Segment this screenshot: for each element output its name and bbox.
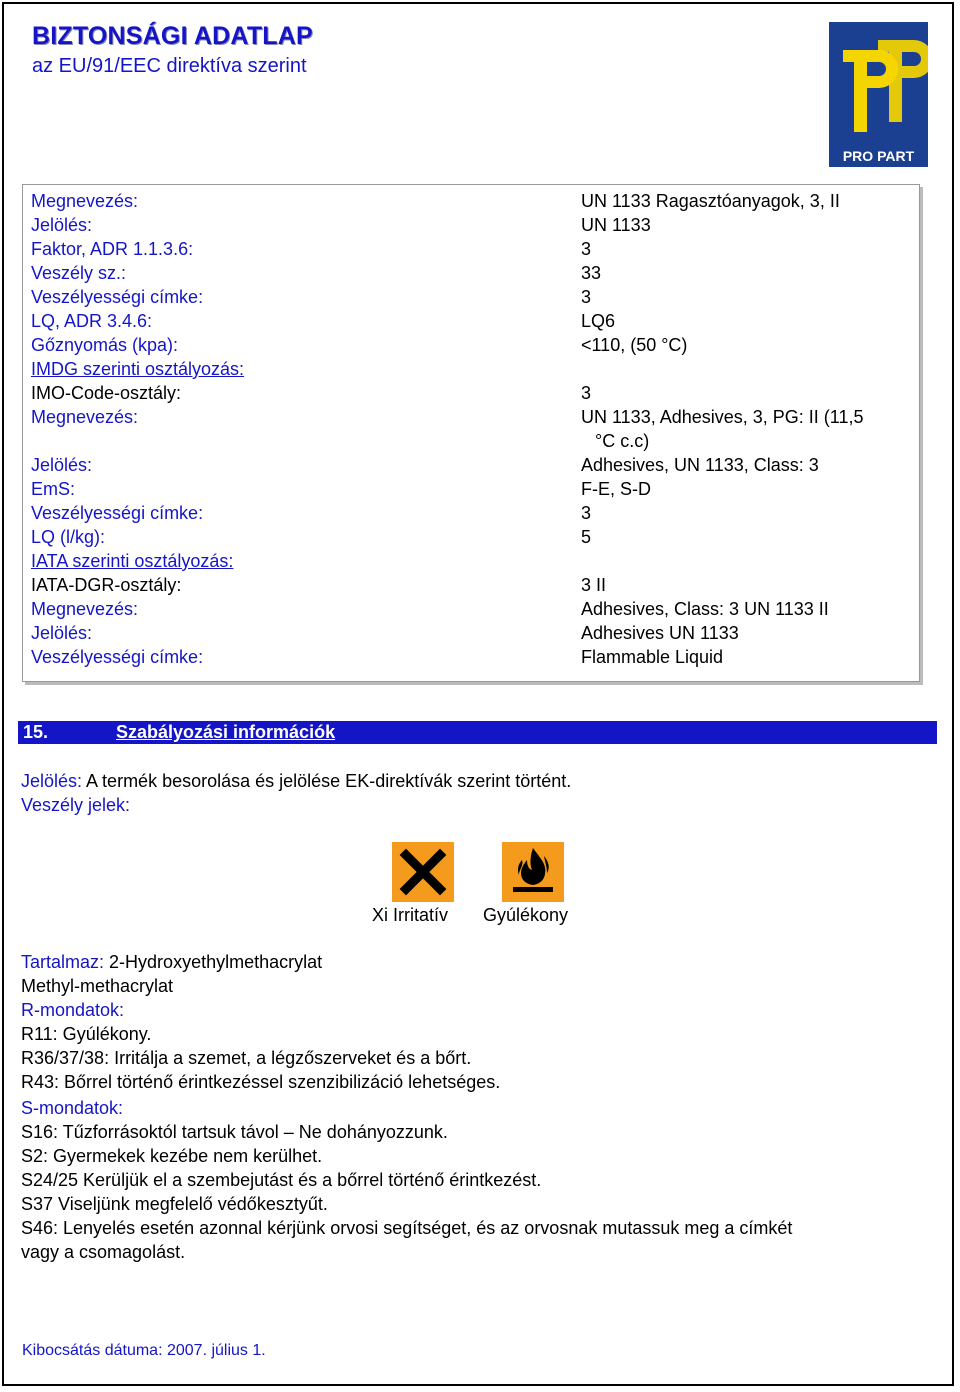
s-phrase-item: S37 Viseljünk megfelelő védőkesztyűt. [21,1194,328,1214]
transport-row [31,645,931,669]
transport-row-value: <110, (50 °C) [581,335,688,355]
transport-row-value: 3 [581,503,592,523]
s-phrase-item: S46: Lenyelés esetén azonnal kérjünk orvosi segítséget, és az orvosnak mutassuk meg a címkét [21,1218,793,1238]
r-phrase-item: R36/37/38: Irritálja a szemet, a légzőszerveket és a bőrt. [21,1048,472,1068]
transport-row-value: UN 1133 [581,215,651,235]
s-phrase-item: S2: Gyermekek kezébe nem kerülhet. [21,1146,323,1166]
transport-row-label: LQ (l/kg): [31,527,106,547]
hazard-symbols-label: Veszély jelek: [21,795,131,815]
transport-row-label: IATA szerinti osztályozás: [31,551,234,571]
transport-row [31,381,931,405]
transport-row-label: Gőznyomás (kpa): [31,335,179,355]
transport-row-value: 33 [581,263,602,283]
document-subtitle: az EU/91/EEC direktíva szerint [32,55,307,77]
transport-row-label: IMDG szerinti osztályozás: [31,359,245,379]
r-phrases-label: R-mondatok: [21,1000,125,1020]
transport-row-value: 3 [581,239,592,259]
company-logo [829,22,928,167]
transport-row [31,573,931,597]
transport-row-value: LQ6 [581,311,616,331]
transport-row [31,213,931,237]
s-phrase-item: S16: Tűzforrásoktól tartsuk távol – Ne dohányozzunk. [21,1122,448,1142]
transport-row-label: Megnevezés: [31,407,139,427]
transport-row-value: 3 II [581,575,607,595]
transport-row [31,357,931,381]
logo-brand-text: PRO PART [842,148,915,164]
transport-row [31,189,931,213]
transport-row-label: Veszélyességi címke: [31,503,204,523]
transport-row-value: UN 1133 Ragasztóanyagok, 3, II [581,191,840,211]
transport-row-value: °C c.c) [595,431,650,451]
transport-row-label: LQ, ADR 3.4.6: [31,311,153,331]
section-title: Szabályozási információk [116,722,336,742]
s-phrase-item: vagy a csomagolást. [21,1242,186,1262]
hazard-caption-flammable: Gyúlékony [483,905,569,925]
transport-row-label: Jelölés: [31,623,93,643]
transport-row-value: 5 [581,527,592,547]
labeling-statement [21,769,571,793]
transport-row-label: Veszély sz.: [31,263,127,283]
transport-row-value: F-E, S-D [581,479,651,499]
transport-row [31,501,931,525]
transport-row-value: Flammable Liquid [581,647,724,667]
transport-row-label: Faktor, ADR 1.1.3.6: [31,239,194,259]
transport-row [31,621,931,645]
contains-line [21,950,322,974]
transport-row-value: 3 [581,383,592,403]
transport-row [31,237,931,261]
contains-substance-2: Methyl-methacrylat [21,976,174,996]
transport-row-label: Jelölés: [31,455,93,475]
document-title: BIZTONSÁGI ADATLAP [32,22,313,50]
transport-row-label: Jelölés: [31,215,93,235]
transport-row [31,261,931,285]
contains-substance-1: 2-Hydroxyethylmethacrylat [109,952,323,972]
r-phrase-item: R43: Bőrrel történő érintkezéssel szenzibilizáció lehetséges. [21,1072,501,1092]
transport-row-label: Veszélyességi címke: [31,287,204,307]
transport-row [31,549,931,573]
transport-row-value: Adhesives, Class: 3 UN 1133 II [581,599,829,619]
transport-row [31,597,931,621]
pro-part-logo-mark [829,22,928,148]
irritant-x-icon [392,842,454,902]
section-number: 15. [23,722,49,742]
contains-label: Tartalmaz: [21,952,105,972]
transport-row-label: IMO-Code-osztály: [31,383,182,403]
s-phrase-item: S24/25 Kerüljük el a szembejutást és a bőrrel történő érintkezést. [21,1170,542,1190]
s-phrases-label: S-mondatok: [21,1098,124,1118]
transport-row [31,405,931,429]
transport-row [31,429,931,453]
transport-row [31,309,931,333]
transport-row [31,333,931,357]
r-phrase-item: R11: Gyúlékony. [21,1024,152,1044]
labeling-text: A termék besorolása és jelölése EK-direktívák szerint történt. [86,771,572,791]
transport-row [31,525,931,549]
issue-date: Kibocsátás dátuma: 2007. július 1. [22,1342,266,1359]
labeling-label: Jelölés: [21,771,83,791]
transport-row-label: IATA-DGR-osztály: [31,575,182,595]
transport-row [31,285,931,309]
transport-row-label: Megnevezés: [31,191,139,211]
transport-row [31,477,931,501]
section-15-header [18,721,937,744]
flammable-flame-icon [502,842,564,902]
transport-row-value: Adhesives, UN 1133, Class: 3 [581,455,819,475]
hazard-caption-irritant: Xi Irritatív [372,905,449,925]
transport-row-value: 3 [581,287,592,307]
transport-row-label: EmS: [31,479,76,499]
transport-row-value: UN 1133, Adhesives, 3, PG: II (11,5 [581,407,864,427]
transport-row-label: Veszélyességi címke: [31,647,204,667]
transport-rows [31,189,931,669]
transport-row-value: Adhesives UN 1133 [581,623,739,643]
transport-row [31,453,931,477]
transport-row-label: Megnevezés: [31,599,139,619]
